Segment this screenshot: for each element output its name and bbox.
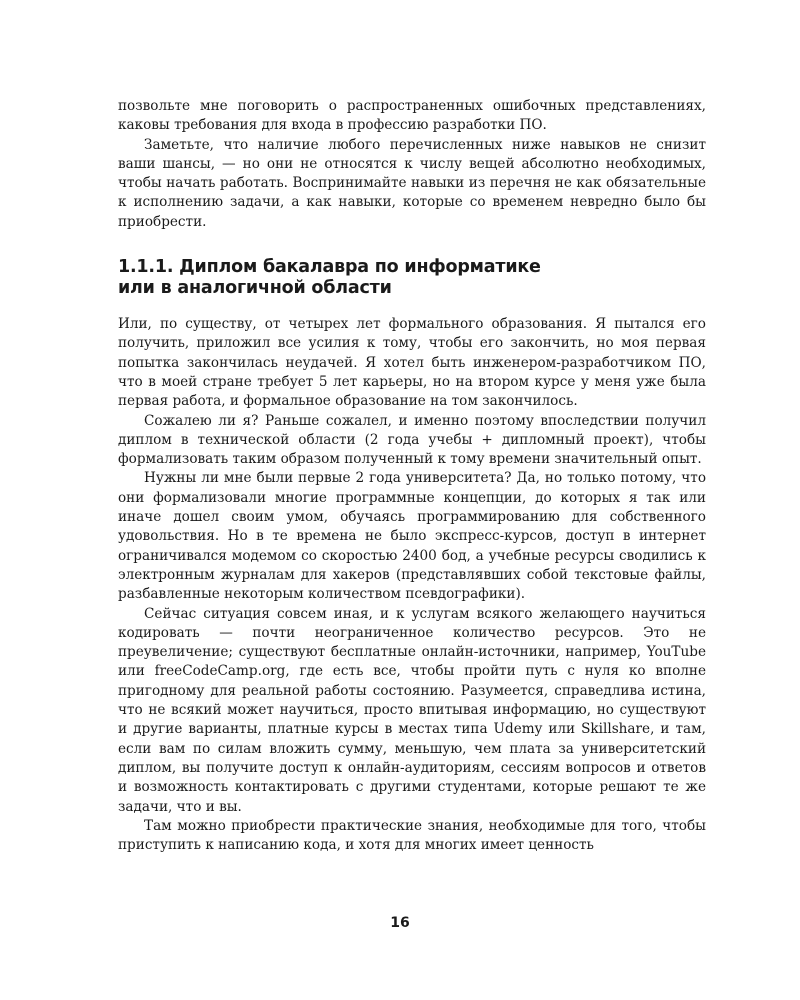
paragraph-intro-continued: позвольте мне поговорить о распространенных ошибочных представлениях, каковы требования для входа в профессию разработки ПО. — [118, 98, 706, 134]
paragraph-body-5: Там можно приобрести практические знания, необходимые для того, чтобы приступить к написанию кода, и хотя для многих имеет ценность — [118, 817, 706, 854]
paragraph-note: Заметьте, что наличие любого перечисленных ниже навыков не снизит ваши шансы, — но они не относятся к числу вещей абсолютно необходимых, чтобы начать работать. Воспринимайте навыки из перечня не как обязательные к исполнению задачи, а как навыки, которые со временем невредно было бы приобрести. — [118, 136, 706, 230]
paragraph-body-4: Сейчас ситуация совсем иная, и к услугам всякого желающего научиться кодировать — почти неограниченное количество ресурсов. Это не преувеличение; существуют бесплатные онлайн-источники, например, YouTube или freeCodeCamp.org, где есть все, чтобы пройти путь с нуля ко вполне пригодному для реальной работы состоянию. Разумеется, справедлива истина, что не всякий может научиться, просто впитывая информацию, но существуют и другие варианты, платные курсы в местах типа Udemy или Skillshare, и там, если вам по силам вложить сумму, меньшую, чем плата за университетский диплом, вы получите доступ к онлайн-аудиториям, сессиям вопросов и ответов и возможность контактировать с другими студентами, которые решают те же задачи, что и вы. — [118, 605, 706, 815]
page-content — [118, 97, 706, 855]
paragraph-body-1: Или, по существу, от четырех лет формального образования. Я пытался его получить, приложил все усилия к тому, чтобы его закончить, но моя первая попытка закончилась неудачей. Я хотел быть инженером-разработчиком ПО, что в моей стране требует 5 лет карьеры, но на втором курсе у меня уже была первая работа, и формальное образование на том закончилось. — [118, 316, 706, 410]
paragraph-body-3: Нужны ли мне были первые 2 года университета? Да, но только потому, что они формализовали многие программные концепции, до которых я так или иначе дошел своим умом, обучаясь программированию для собственного удовольствия. Но в те времена не было экспресс-курсов, доступ в интернет ограничивался модемом со скоростью 2400 бод, а учебные ресурсы сводились к электронным журналам для хакеров (представлявших собой текстовые файлы, разбавленные некоторым количеством псевдографики). — [118, 470, 706, 603]
paragraph-body-2: Сожалею ли я? Раньше сожалел, и именно поэтому впоследствии получил диплом в технической области (2 года учебы + дипломный проект), чтобы формализовать таким образом полученный к тому времени значительный опыт. — [118, 412, 706, 468]
section-heading — [118, 257, 706, 299]
section-heading-line-2: или в аналогичной области — [118, 278, 392, 299]
page-number: 16 — [390, 915, 410, 931]
section-heading-line-1: 1.1.1. Диплом бакалавра по информатике — [118, 257, 541, 278]
